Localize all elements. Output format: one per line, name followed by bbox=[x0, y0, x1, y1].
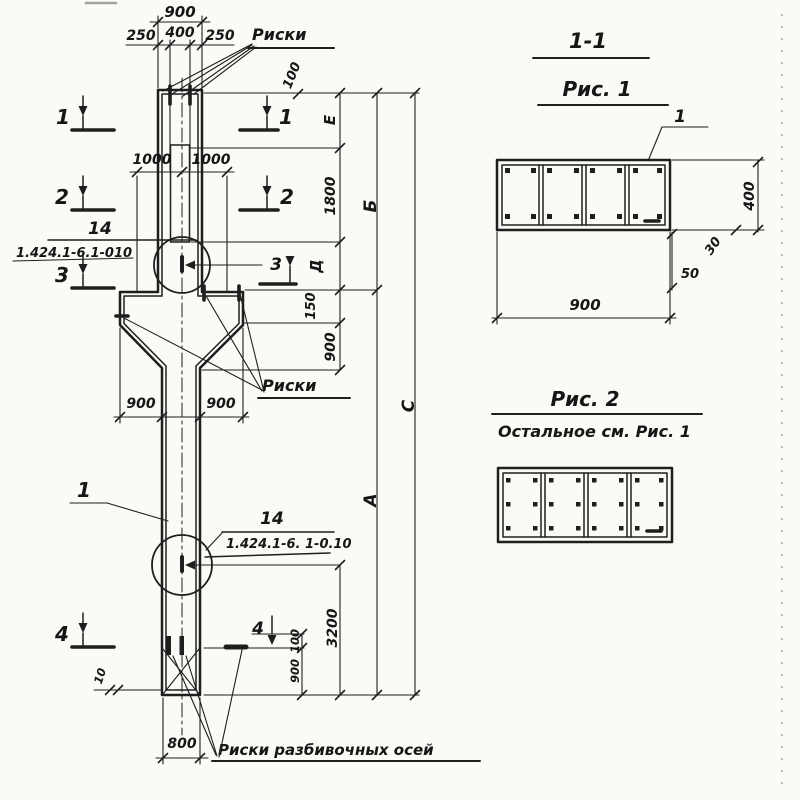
section-mark-1-left bbox=[56, 96, 114, 130]
fig1-dim-width: 900 bbox=[569, 296, 601, 314]
section-num: 2 bbox=[280, 185, 294, 209]
section-num: 3 bbox=[55, 263, 69, 287]
section-num: 1 bbox=[279, 105, 293, 129]
fig1-section bbox=[492, 29, 764, 324]
callout-num: 14 bbox=[260, 509, 284, 529]
section-num: 4 bbox=[55, 622, 69, 646]
dim-top-total: 900 bbox=[164, 3, 196, 21]
dim-E: Е bbox=[321, 114, 339, 126]
fig1-dim-height: 400 bbox=[742, 181, 758, 211]
dim-risk-off-bot: 900 bbox=[288, 658, 302, 684]
fig1-part-num: 1 bbox=[674, 107, 686, 127]
dim-D: Д bbox=[307, 259, 325, 273]
section-num: 2 bbox=[55, 185, 69, 209]
label-risks-mid: Риски bbox=[262, 376, 317, 395]
section-mark-2-left bbox=[55, 176, 114, 210]
dim-top-right: 250 bbox=[205, 28, 235, 44]
dim-shoulder-right: 900 bbox=[206, 396, 236, 412]
section-mark-4-left bbox=[54, 613, 114, 647]
dim-top-mid: 400 bbox=[165, 25, 195, 41]
section-mark-2-right bbox=[240, 176, 294, 210]
dim-3200: 3200 bbox=[325, 608, 341, 648]
dim-top-left: 250 bbox=[126, 28, 156, 44]
dim-base-800: 800 bbox=[167, 736, 197, 752]
risk-mark-base-right bbox=[180, 636, 185, 655]
dim-taper-900: 900 bbox=[323, 332, 339, 362]
fig2-section bbox=[492, 387, 702, 542]
callout-num: 14 bbox=[88, 219, 112, 239]
fig1-dim-30: 30 bbox=[702, 234, 725, 258]
dim-shoulder-left: 900 bbox=[126, 396, 156, 412]
dim-risk-len-top: 100 bbox=[280, 60, 305, 91]
section-mark-1-right bbox=[240, 96, 293, 130]
callout-ref: 1.424.1-6. 1-0.10 bbox=[226, 537, 352, 552]
section-num: 4 bbox=[252, 619, 264, 639]
dim-B: Б bbox=[361, 199, 381, 213]
fig2-note: Остальное см. Рис. 1 bbox=[498, 422, 691, 441]
label-risks-top: Риски bbox=[252, 25, 307, 44]
dim-axis-right: 1000 bbox=[191, 152, 231, 168]
risk-mark-base-left bbox=[167, 636, 172, 655]
column-slot bbox=[171, 145, 190, 242]
part-num: 1 bbox=[77, 478, 91, 502]
dim-1800: 1800 bbox=[323, 176, 339, 216]
label-risks-axes: Риски разбивочных осей bbox=[218, 741, 434, 759]
callout-bottom bbox=[205, 509, 352, 557]
section-mark-4-right bbox=[251, 616, 276, 645]
dim-axis-left: 1000 bbox=[132, 152, 172, 168]
dim-C: С bbox=[399, 399, 419, 413]
fig2-caption: Рис. 2 bbox=[550, 387, 620, 411]
section-num: 1 bbox=[56, 105, 70, 129]
fig1-caption: Рис. 1 bbox=[562, 77, 632, 101]
dim-tip-10: 10 bbox=[90, 666, 110, 686]
fig1-rebar-dots bbox=[505, 168, 662, 221]
dim-risk-len-bot: 100 bbox=[288, 628, 302, 654]
fig1-dim-50: 50 bbox=[681, 267, 700, 282]
bottom-dimensions bbox=[91, 294, 480, 764]
section-mark-3-right bbox=[260, 255, 296, 284]
section-num: 3 bbox=[270, 255, 282, 275]
dim-A: А bbox=[361, 493, 381, 507]
callout-top bbox=[13, 219, 196, 261]
fig1-section-mark: 1-1 bbox=[569, 29, 607, 53]
section-marks bbox=[54, 96, 296, 647]
dim-150: 150 bbox=[304, 292, 319, 320]
callout-ref: 1.424.1-6.1-010 bbox=[16, 246, 133, 261]
part-label-1 bbox=[70, 478, 168, 521]
